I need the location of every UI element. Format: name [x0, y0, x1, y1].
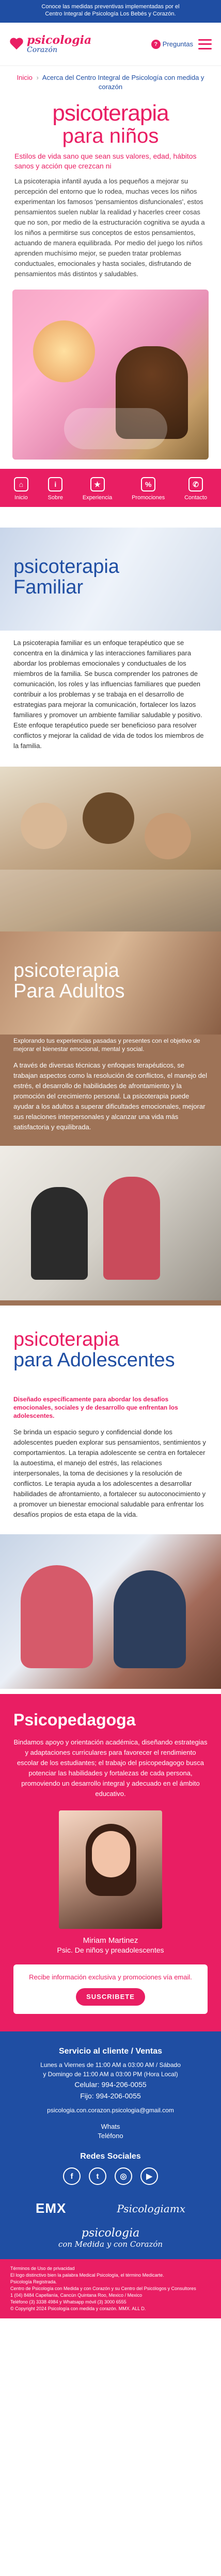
adolescentes-banner	[0, 1316, 221, 1393]
site-logo[interactable]	[9, 35, 91, 54]
home-icon: ⌂	[14, 477, 28, 492]
heart-icon	[9, 37, 24, 52]
footer-hours-1: Lunes a Viernes de 11:00 AM a 03:00 AM / Sábado	[40, 2061, 181, 2069]
nav-item-contacto[interactable]	[184, 477, 207, 501]
ninos-photo	[12, 290, 209, 460]
announcement-line-2: Centro Integral de Psicología Los Bebés y Corazón.	[45, 11, 176, 17]
fijo-number[interactable]: 994-206-0055	[96, 2092, 141, 2100]
familiar-title-pre: psicoterapia	[13, 556, 119, 578]
footer-celular	[0, 2079, 221, 2090]
adolescentes-paragraph: Se brinda un espacio seguro y confidencial donde los adolescentes pueden explorar sus pensamientos, sentimientos y comportamientos. La terapia adolescente se centra en fortalecer la autoestima, el manejo del estrés, las relaciones interpersonales, la toma de decisiones y la resolución de conflictos. Le terapia ayuda a los adolescentes a desarrollar habilidades de afrontamiento, a fortalecer su autoconocimiento y a promover un bienestar emocional saludable para enfrentar los desafíos propios de esta etapa de la vida.	[13, 1428, 206, 1518]
socials-title: Redes Sociales	[80, 2152, 141, 2161]
legal-line: Centro de Psicología con Medida y con Corazón y su Centro del Psicólogos y Consultores	[10, 2286, 196, 2291]
instagram-icon[interactable]: ◎	[115, 2167, 132, 2185]
nav-label: Inicio	[14, 495, 28, 501]
section-psicopedagoga	[0, 1694, 221, 2031]
nav-item-sobre[interactable]	[48, 477, 63, 501]
partner-logo-emx[interactable]: EMX	[36, 2200, 67, 2216]
faq-button[interactable]	[151, 40, 193, 49]
newsletter-box	[13, 1964, 208, 2014]
legal-line: Teléfono (3) 3338 4984 y Whatsapp móvil (3) 3000 6555	[10, 2299, 127, 2304]
section-adultos	[0, 931, 221, 1306]
legal-line[interactable]: Términos de Uso de privacidad	[10, 2266, 75, 2271]
footer-contact-links	[0, 2122, 221, 2141]
legal-line: © Copyright 2024 Psicología con medida y corazón. MMX. ALL D.	[10, 2306, 146, 2311]
adultos-subtitle: Explorando tus experiencias pasadas y presentes con el objetivo de mejorar el bienestar emocional, mental y social.	[13, 1037, 200, 1053]
psicopedagoga-role: Psic. De niños y preadolescentes	[57, 1946, 164, 1954]
telefono-link[interactable]: Teléfono	[98, 2132, 123, 2140]
footer-hours-2: y Domingo de 11:00 AM a 03:00 PM (Hora Local)	[43, 2071, 178, 2078]
psicopedagoga-photo	[59, 1810, 162, 1929]
footer-title: Servicio al cliente / Ventas	[58, 2047, 163, 2056]
nav-label: Promociones	[132, 495, 165, 501]
footer-email[interactable]: psicologia.con.corazon.psicologia@gmail.com	[47, 2107, 174, 2114]
site-footer	[0, 2031, 221, 2259]
nav-item-experiencia[interactable]	[83, 477, 112, 501]
section-familiar	[0, 528, 221, 931]
footer-logo-bottom: con Medida y con Corazón	[58, 2240, 163, 2249]
announcement-line-1: Conoce las medidas preventivas implementadas por el	[41, 4, 180, 10]
twitter-icon[interactable]: t	[89, 2167, 106, 2185]
experience-icon: ★	[90, 477, 105, 492]
footer-logo[interactable]	[0, 2227, 221, 2249]
ninos-title-main: para niños	[62, 125, 159, 147]
info-icon: i	[48, 477, 62, 492]
adultos-banner	[0, 931, 221, 1035]
celular-number[interactable]: 994-206-0055	[101, 2080, 147, 2089]
ninos-title-pre: psicoterapia	[52, 100, 169, 126]
partner-logos	[0, 2200, 221, 2216]
nav-label: Experiencia	[82, 495, 113, 501]
site-header	[0, 23, 221, 66]
logo-bottom-text: Corazón	[27, 45, 58, 54]
breadcrumb-current[interactable]: Acerca del Centro Integral de Psicología con medida y corazón	[42, 74, 204, 91]
legal-bar	[0, 2259, 221, 2318]
adultos-photo	[0, 1146, 221, 1300]
logo-top-text: psicologia	[27, 33, 92, 47]
fijo-label: Fijo:	[80, 2092, 94, 2100]
adolescentes-title-pre: psicoterapia	[13, 1329, 119, 1350]
familiar-banner	[0, 528, 221, 631]
announcement-bar[interactable]	[0, 0, 221, 23]
ninos-title	[0, 92, 221, 147]
adultos-title-main: Para Adultos	[13, 980, 125, 1002]
section-adolescentes	[0, 1316, 221, 1689]
social-links	[0, 2167, 221, 2185]
psicopedagoga-title: Psicopedagoga	[13, 1710, 136, 1729]
subscribe-button[interactable]: SUSCRIBETE	[76, 1988, 145, 2006]
newsletter-text: Recibe información exclusiva y promociones vía email.	[29, 1973, 192, 1981]
nav-label: Sobre	[48, 495, 64, 501]
header-actions	[151, 39, 212, 49]
familiar-photo	[0, 767, 221, 931]
promo-icon: %	[141, 477, 155, 492]
facebook-icon[interactable]: f	[63, 2167, 81, 2185]
whatsapp-link[interactable]: Whats	[101, 2123, 120, 2130]
breadcrumb-home[interactable]: Inicio	[17, 74, 33, 81]
section-ninos	[0, 92, 221, 460]
faq-label: Preguntas	[162, 40, 193, 48]
hamburger-menu-icon[interactable]	[198, 39, 212, 49]
celular-label: Celular:	[74, 2080, 100, 2089]
psicopedagoga-name: Miriam Martinez	[83, 1936, 138, 1945]
adolescentes-subtitle: Diseñado específicamente para abordar los desafíos emocionales, sociales y de desarrollo que enfrentan los adolescentes.	[13, 1396, 178, 1419]
familiar-paragraph: La psicoterapia familiar es un enfoque terapéutico que se concentra en la dinámica y las interacciones familiares para abordar los problemas emocionales y conductuales de los miembros de la familia. Se busca comprender los patrones de comunicación, los roles y las influencias familiares que pueden contribuir a los problemas y se trabaja en el desarrollo de estrategias para mejorar la comunicación, fortalecer los lazos familiares y promover un ambiente familiar saludable y positivo. Este enfoque terapéutico puede ser beneficioso para resolver conflictos y mejorar la calidad de vida de todos los miembros de la familia.	[13, 639, 204, 750]
icon-nav-bar	[0, 469, 221, 507]
partner-logo-psicologiamx[interactable]: Psicologiamx	[117, 2202, 185, 2215]
ninos-paragraph: La psicoterapia infantil ayuda a los pequeños a mejorar su percepción del entorno que lo rodea, muchas veces los niños experimentan los famosos 'pensamientos disfuncionales', estos pensamientos suelen nublar la realidad y hacerles creer cosas que no son, por medio de la estructuración cognitiva se ayuda a los niños a permitirse sus conceptos de estos pensamientos, actuando de manera equilibrada. Por medio del juego los niños aprenden muchísimo mejor, se pueden tratar problemas conductuales, emocionales y hasta sociales, disfrutando de pensamientos más distintos y saludables.	[14, 177, 205, 278]
nav-item-promociones[interactable]	[132, 477, 165, 501]
footer-fijo	[0, 2090, 221, 2102]
breadcrumb-separator: ›	[36, 74, 39, 81]
breadcrumb	[0, 66, 221, 92]
legal-line: El logo distinctivo bien la palabra Medical Psicología, el término Medicarte.	[10, 2273, 164, 2278]
familiar-title-main: Familiar	[13, 577, 84, 598]
contact-icon: ✆	[188, 477, 203, 492]
nav-label: Contacto	[184, 495, 208, 501]
question-icon: ?	[151, 40, 161, 49]
psicopedagoga-paragraph: Bindamos apoyo y orientación académica, diseñando estrategias y adaptaciones curriculares para favorecer el rendimiento escolar de los estudiantes; el trabajo del psicopedagogo busca potenciar las habilidades y fortalezas de cada persona, promoviendo un desarrollo integral y adecuado en el ámbito educativo.	[13, 1738, 208, 1798]
adultos-title-pre: psicoterapia	[13, 960, 119, 981]
nav-item-inicio[interactable]	[14, 477, 28, 501]
youtube-icon[interactable]: ▶	[140, 2167, 158, 2185]
legal-line: 1 (04) 8484 Capellanía, Cancún Quintana Roo, Mexico / Mexico	[10, 2293, 143, 2298]
legal-line: Psicología Registrada.	[10, 2279, 57, 2284]
ninos-lead: Estilos de vida sano que sean sus valores, edad, hábitos sanos y acción que crezcan ni	[14, 152, 197, 170]
adultos-paragraph: A través de diversas técnicas y enfoques terapéuticos, se trabajan aspectos como la resolución de conflictos, el manejo del estrés, el desarrollo de habilidades de afrontamiento y la promoción del crecimiento personal. La psicoterapia puede ayudar a los adultos a superar dificultades emocionales, mejorar sus relaciones interpersonales y alcanzar una vida más satisfactoria y equilibrada.	[13, 1061, 208, 1131]
adolescentes-title-main: para Adolescentes	[13, 1349, 175, 1371]
footer-logo-top: psicologia	[81, 2227, 140, 2240]
adolescentes-photo	[0, 1534, 221, 1689]
